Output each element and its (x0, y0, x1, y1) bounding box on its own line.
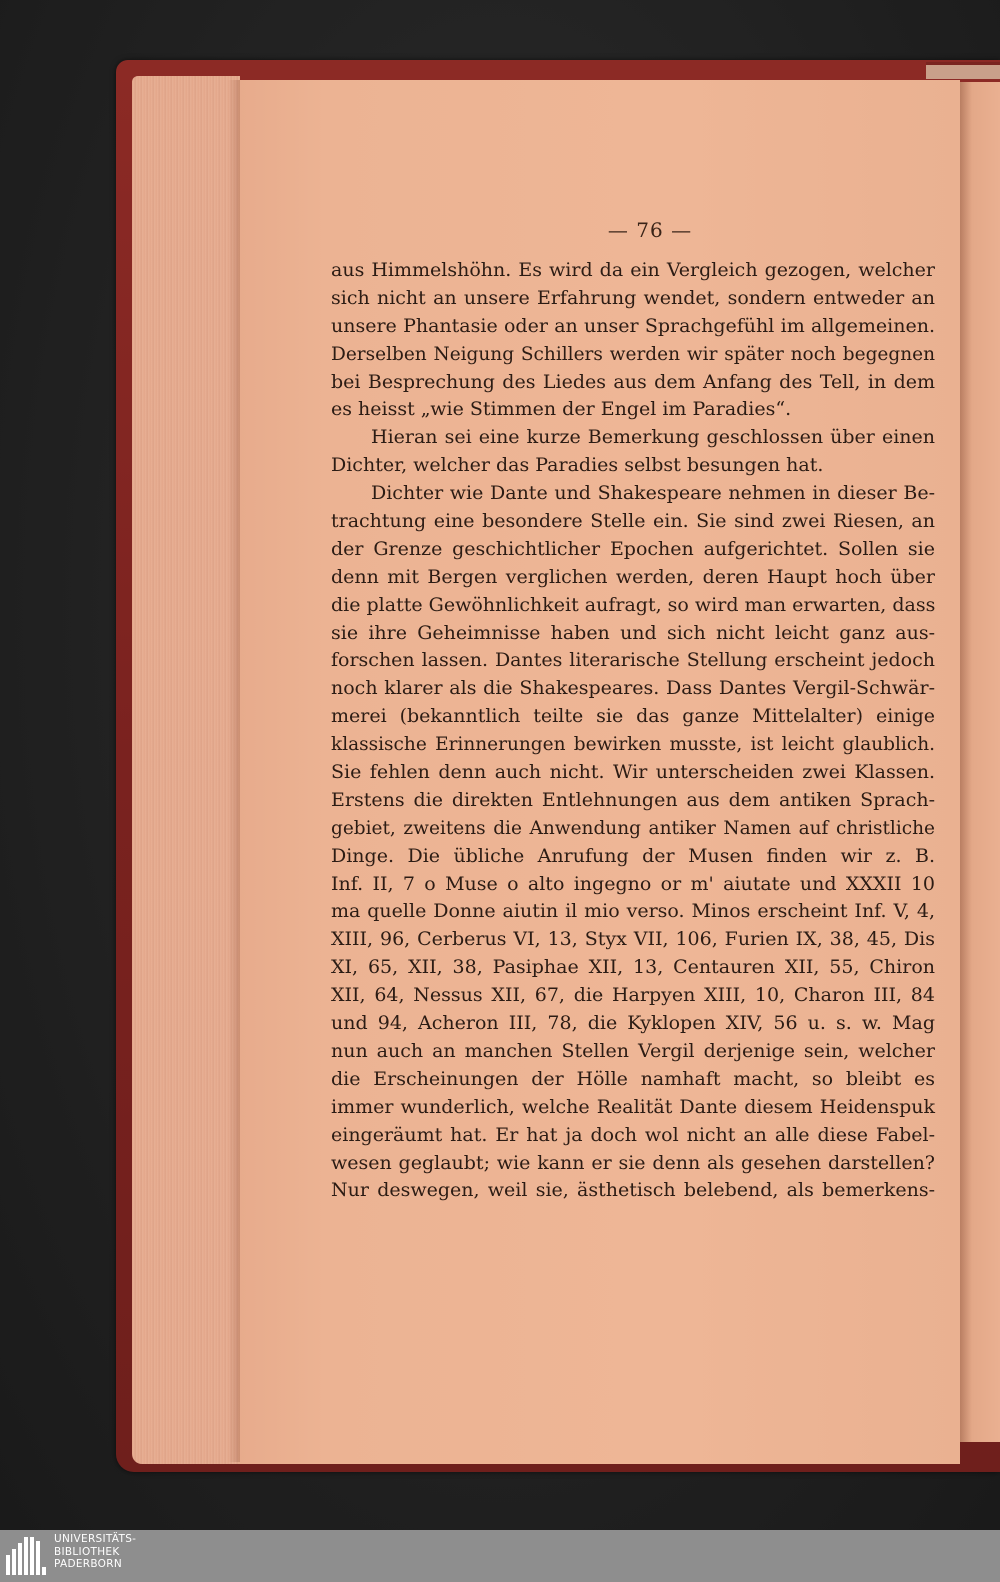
text-line: XI, 65, XII, 38, Pasiphae XII, 13, Centauren XII, 55, Chiron (331, 956, 935, 979)
text-line: es heisst „wie Stimmen der Engel im Paradies“. (331, 398, 792, 421)
text-line: nun auch an manchen Stellen Vergil derjenige sein, welcher (331, 1039, 935, 1062)
footer-bar (0, 1530, 1000, 1582)
text-line: merei (bekanntlich teilte sie das ganze Mittelalter) einige (331, 705, 935, 728)
text-line: wesen geglaubt; wie kann er sie denn als gesehen darstellen? (331, 1151, 935, 1174)
text-line: Sie fehlen denn auch nicht. Wir unterscheiden zwei Klassen. (331, 761, 935, 784)
text-line: Dichter wie Dante und Shakespeare nehmen in dieser Be- (371, 482, 935, 505)
text-line: gebiet, zweitens die Anwendung antiker Namen auf christliche (331, 817, 935, 839)
library-name (54, 1533, 136, 1571)
text-line: bei Besprechung des Liedes aus dem Anfang des Tell, in dem (331, 370, 935, 393)
text-line: Dichter, welcher das Paradies selbst besungen hat. (331, 454, 824, 477)
text-line: und 94, Acheron III, 78, die Kyklopen XIV, 56 u. s. w. Mag (331, 1012, 935, 1035)
text-line: sie ihre Geheimnisse haben und sich nicht leicht ganz aus- (331, 621, 935, 644)
text-line: eingeräumt hat. Er hat ja doch wol nicht an alle diese Fabel- (331, 1123, 935, 1146)
page-edges (132, 76, 240, 1464)
text-line: aus Himmelshöhn. Es wird da ein Vergleich gezogen, welcher (331, 259, 935, 281)
text-line: klassische Erinnerungen bewirken musste, ist leicht glaublich. (331, 734, 935, 756)
text-line: immer wunderlich, welche Realität Dante diesem Heidenspuk (331, 1095, 935, 1118)
opposite-page-edge (926, 62, 1000, 79)
text-line: XIII, 96, Cerberus VI, 13, Styx VII, 106, Furien IX, 38, 45, Dis (331, 928, 935, 951)
text-line: Inf. II, 7 o Muse o alto ingegno or m' aiutate und XXXII 10 (331, 872, 935, 895)
text-line: Derselben Neigung Schillers werden wir später noch begegnen (331, 343, 935, 365)
text-line: noch klarer als die Shakespeares. Dass Dantes Vergil-Schwär- (331, 677, 935, 700)
text-line: denn mit Bergen verglichen werden, deren Haupt hoch über (331, 565, 935, 588)
text-line: trachtung eine besondere Stelle ein. Sie sind zwei Riesen, an (331, 510, 935, 533)
text-line: die platte Gewöhnlichkeit aufragt, so wird man erwarten, dass (331, 593, 936, 616)
page-gutter (960, 82, 1000, 1442)
library-line: BIBLIOTHEK (54, 1545, 120, 1558)
library-logo-icon (6, 1537, 46, 1575)
text-line: XII, 64, Nessus XII, 67, die Harpyen XIII, 10, Charon III, 84 (331, 984, 935, 1007)
page-text (331, 257, 935, 1205)
text-line: Erstens die direkten Entlehnungen aus dem antiken Sprach- (331, 788, 935, 811)
text-line: der Grenze geschichtlicher Epochen aufgerichtet. Sollen sie (331, 537, 935, 560)
library-line: UNIVERSITÄTS- (54, 1533, 137, 1545)
text-line: Nur deswegen, weil sie, ästhetisch belebend, als bemerkens- (331, 1179, 935, 1202)
library-line: PADERBORN (54, 1558, 122, 1570)
text-line: Hieran sei eine kurze Bemerkung geschlossen über einen (371, 426, 935, 449)
page-edge-shadow (228, 80, 240, 1462)
text-line: die Erscheinungen der Hölle namhaft macht, so bleibt es (331, 1067, 935, 1090)
text-line: Dinge. Die übliche Anrufung der Musen finden wir z. B. (331, 844, 935, 867)
text-line: forschen lassen. Dantes literarische Stellung erscheint jedoch (331, 649, 935, 672)
page-number: — 76 — (607, 218, 693, 242)
text-line: sich nicht an unsere Erfahrung wendet, sondern entweder an (331, 286, 935, 309)
text-line: ma quelle Donne aiutin il mio verso. Minos erscheint Inf. V, 4, (331, 900, 935, 923)
text-line: unsere Phantasie oder an unser Sprachgefühl im allgemeinen. (331, 314, 935, 337)
